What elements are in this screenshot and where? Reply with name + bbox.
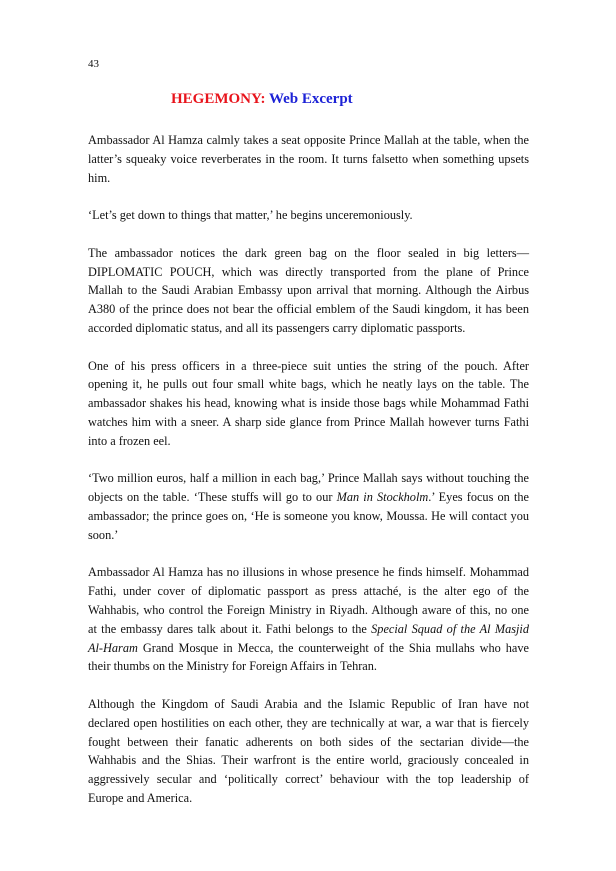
text-segment: objects on the table. ‘These stuffs will go to our bbox=[88, 490, 337, 505]
text-line: latter’s squeaky voice reverberates in the room. It turns falsetto when something upsets bbox=[88, 151, 529, 166]
italic-text: Al-Haram bbox=[88, 640, 138, 655]
text-line: One of his press officers in a three-piece suit unties the string of the pouch. After bbox=[88, 358, 529, 373]
text-line: A380 of the prince does not bear the official emblem of the Saudi kingdom, it has been bbox=[88, 302, 529, 317]
paragraph-5 bbox=[88, 469, 529, 544]
text-line: ‘Let’s get down to things that matter,’ he begins unceremoniously. bbox=[88, 208, 413, 223]
text-line: their thumbs on the Ministry for Foreign Affairs in Tehran. bbox=[88, 659, 377, 674]
body-text bbox=[88, 131, 529, 826]
paragraph-3 bbox=[88, 244, 529, 338]
italic-text: Special Squad of the Al Masjid bbox=[371, 621, 529, 636]
paragraph-6 bbox=[88, 563, 529, 676]
text-line: him. bbox=[88, 170, 111, 185]
heading-title: HEGEMONY: bbox=[171, 91, 266, 107]
text-line: ambassador; the prince goes on, ‘He is someone you know, Moussa. He will contact you bbox=[88, 508, 529, 523]
text-line: Although the Kingdom of Saudi Arabia and the Islamic Republic of Iran have not bbox=[88, 696, 529, 711]
text-line: The ambassador notices the dark green bag on the floor sealed in big letters— bbox=[88, 245, 529, 260]
text-line: DIPLOMATIC POUCH, which was directly transported from the plane of Prince bbox=[88, 264, 529, 279]
text-line: fought between their fanatic adherents on both sides of the sectarian divide—the bbox=[88, 734, 529, 749]
text-line-with-italic bbox=[88, 488, 529, 507]
text-line: into a frozen eel. bbox=[88, 433, 171, 448]
text-segment: Grand Mosque in Mecca, the counterweight of the Shia mullahs who have bbox=[137, 640, 529, 655]
text-segment: at the embassy dares talk about it. Fathi belongs to the bbox=[88, 621, 372, 636]
text-line: Wahhabis and the Shias. Their warfront is the entire world, graciously concealed in bbox=[88, 753, 529, 768]
text-line: declared open hostilities on each other, they are technically at war, a war that is fiercely bbox=[88, 715, 529, 730]
text-line: ‘Two million euros, half a million in each bag,’ Prince Mallah says without touching the bbox=[88, 471, 529, 486]
text-line: opening it, he pulls out four small white bags, which he neatly lays on the table. The bbox=[88, 377, 529, 392]
text-line: Fathi, under cover of diplomatic passport as press attaché, is the alter ego of the bbox=[88, 584, 529, 599]
text-line: Europe and America. bbox=[88, 790, 193, 805]
text-line-with-italic bbox=[88, 620, 529, 639]
text-line: soon.’ bbox=[88, 527, 119, 542]
text-line: aggressively secular and ‘politically correct’ behaviour with the top leadership of bbox=[88, 772, 529, 787]
text-segment: .’ Eyes focus on the bbox=[428, 490, 529, 505]
text-line-with-italic bbox=[88, 639, 529, 658]
text-line: Wahhabis, who control the Foreign Ministry in Riyadh. Although aware of this, no one bbox=[88, 602, 529, 617]
text-line: Mallah to the Saudi Arabian Embassy upon arrival that morning. Although the Airbus bbox=[88, 283, 529, 298]
paragraph-7 bbox=[88, 695, 529, 808]
excerpt-heading bbox=[171, 89, 353, 109]
text-line: ambassador shakes his head, knowing what is inside those bags while Mohammad Fathi bbox=[88, 396, 529, 411]
text-line: accorded diplomatic status, and all its passengers carry diplomatic passports. bbox=[88, 320, 466, 335]
heading-subtitle: Web Excerpt bbox=[268, 91, 353, 107]
paragraph-1 bbox=[88, 131, 529, 187]
text-line: Ambassador Al Hamza has no illusions in whose presence he finds himself. Mohammad bbox=[88, 565, 529, 580]
page-number: 43 bbox=[88, 58, 99, 70]
text-line: Ambassador Al Hamza calmly takes a seat opposite Prince Mallah at the table, when the bbox=[88, 133, 529, 147]
text-line: watches him with a sneer. A sharp side glance from Prince Mallah however turns Fathi bbox=[88, 414, 529, 429]
italic-text: Man in Stockholm bbox=[336, 490, 429, 505]
paragraph-4 bbox=[88, 357, 529, 451]
paragraph-2 bbox=[88, 206, 529, 225]
